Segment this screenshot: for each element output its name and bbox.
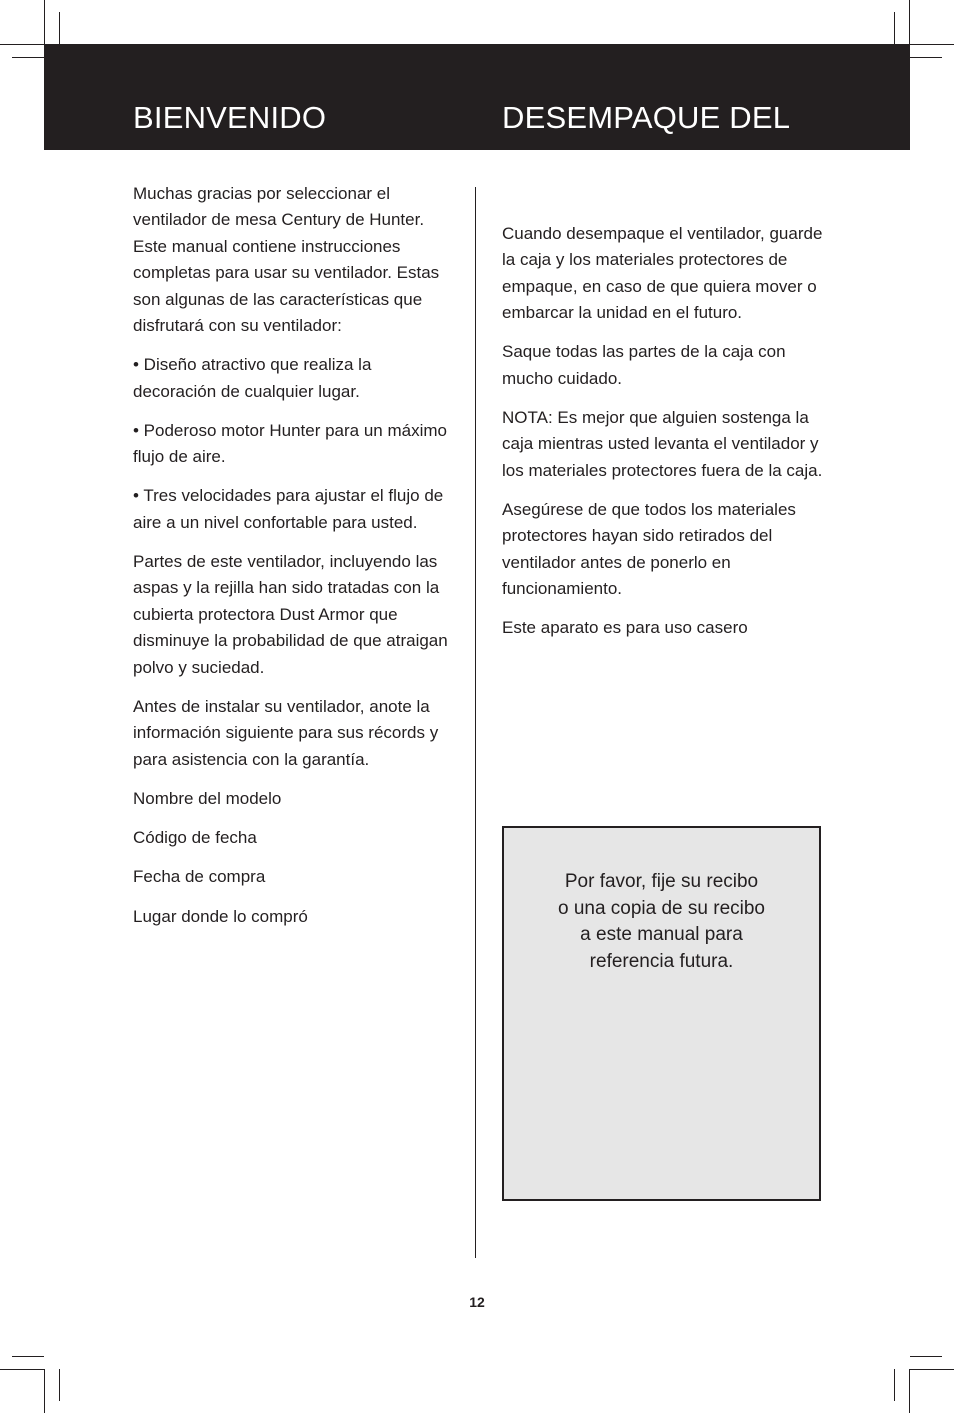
crop-mark (909, 1369, 910, 1413)
crop-mark (910, 44, 954, 45)
crop-mark (44, 1369, 45, 1413)
unpacking-paragraph: Asegúrese de que todos los materiales protectores hayan sido retirados del ventilador antes de ponerlo en funcionamiento. (502, 500, 796, 599)
crop-mark (0, 1369, 44, 1370)
unpacking-column (502, 221, 824, 655)
section-title-unpacking: DESEMPAQUE DEL (502, 100, 791, 135)
unpacking-paragraph: Cuando desempaque el ventilador, guarde la caja y los materiales protectores de empaque, en caso de que quiera mover o embarcar la unidad en el futuro. (502, 224, 823, 323)
crop-mark (909, 0, 910, 44)
record-field-purchase-date: Fecha de compra (133, 867, 266, 887)
record-field-model-name: Nombre del modelo (133, 788, 282, 808)
crop-mark (59, 12, 60, 44)
crop-mark (894, 1369, 895, 1401)
crop-mark (59, 1369, 60, 1401)
receipt-instruction: Por favor, fije su recibo o una copia de su recibo a este manual para referencia futura. (557, 871, 766, 972)
records-paragraph: Antes de instalar su ventilador, anote la información siguiente para sus récords y para asistencia con la garantía. (133, 696, 439, 769)
column-divider (475, 187, 476, 1258)
household-use-paragraph: Este aparato es para uso casero (502, 618, 748, 638)
record-field-purchase-place: Lugar donde lo compró (133, 906, 308, 926)
intro-paragraph: Muchas gracias por seleccionar el ventilador de mesa Century de Hunter. Este manual contiene instrucciones completas para usar su ventilador. Estas son algunas de las características que disfrutará con su ventilador: (133, 184, 440, 336)
welcome-column (133, 181, 453, 943)
record-field-date-code: Código de fecha (133, 828, 257, 848)
crop-mark (894, 12, 895, 44)
receipt-box (502, 826, 821, 1201)
feature-bullet: • Diseño atractivo que realiza la decoración de cualquier lugar. (133, 355, 372, 401)
feature-bullet: • Tres velocidades para ajustar el flujo de aire a un nivel confortable para usted. (133, 486, 444, 532)
unpacking-paragraph: Saque todas las partes de la caja con mucho cuidado. (502, 342, 786, 388)
feature-bullet: • Poderoso motor Hunter para un máximo flujo de aire. (133, 420, 447, 467)
crop-mark (44, 0, 45, 44)
dust-armor-paragraph: Partes de este ventilador, incluyendo las aspas y la rejilla han sido tratadas con la cubierta protectora Dust Armor que disminuye la probabilidad de que atraigan polvo y suciedad. (133, 552, 448, 677)
crop-mark (12, 1356, 44, 1357)
note-paragraph: NOTA: Es mejor que alguien sostenga la caja mientras usted levanta el ventilador y los materiales protectores fuera de la caja. (502, 408, 823, 480)
section-title-welcome: BIENVENIDO (133, 100, 327, 135)
crop-mark (910, 1369, 954, 1370)
crop-mark (12, 57, 44, 58)
crop-mark (910, 57, 942, 58)
page-number: 12 (469, 1294, 485, 1310)
crop-mark (910, 1356, 942, 1357)
crop-mark (0, 44, 44, 45)
